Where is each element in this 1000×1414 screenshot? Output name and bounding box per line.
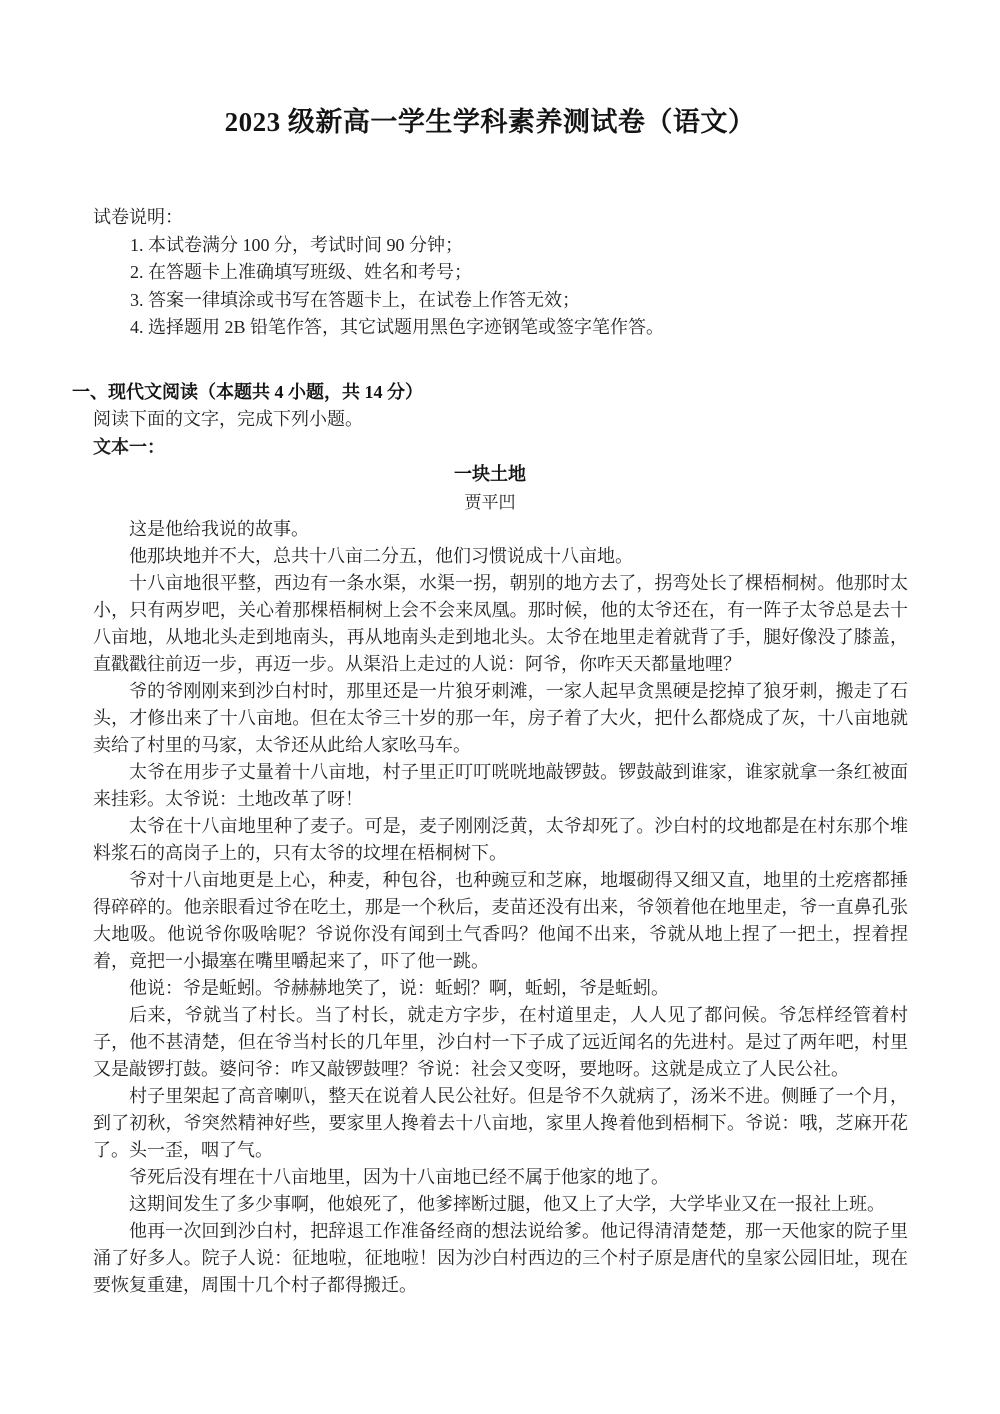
page-title: 2023 级新高一学生学科素养测试卷（语文） xyxy=(224,107,756,137)
instructions-heading: 试卷说明： xyxy=(93,207,183,227)
section-modern-reading xyxy=(72,379,908,1299)
passage-paragraph: 他再一次回到沙白村，把辞退工作准备经商的想法说给爹。他记得清清楚楚，那一天他家的院子里涌了好多人。院子人说：征地啦，征地啦！因为沙白村西边的三个村子原是唐代的皇家公园旧址，现在要恢复重建，周围十几个村子都得搬迁。 xyxy=(93,1220,908,1295)
instruction-item-1: 1. 本试卷满分 100 分，考试时间 90 分钟； xyxy=(130,234,463,255)
passage-paragraph: 后来，爷就当了村长。当了村长，就走方字步，在村道里走，人人见了都问候。爷怎样经管着村子，他不甚清楚，但在爷当村长的几年里，沙白村一下子成了远近闻名的先进村。是过了两年吧，村里又是敲锣打鼓。婆问爷：咋又敲锣鼓哩？爷说：社会又变呀，要地呀。这就是成立了人民公社。 xyxy=(93,1004,908,1079)
passage-paragraph: 他说：爷是蚯蚓。爷赫赫地笑了，说：蚯蚓？啊，蚯蚓，爷是蚯蚓。 xyxy=(129,977,669,998)
instruction-item-2: 2. 在答题卡上准确填写班级、姓名和考号； xyxy=(130,262,472,282)
passage-author: 贾平凹 xyxy=(464,492,516,512)
passage-title: 一块土地 xyxy=(454,464,526,484)
passage-paragraph: 村子里架起了高音喇叭，整天在说着人民公社好。但是爷不久就病了，汤米不进。侧睡了一个月，到了初秋，爷突然精神好些，要家里人搀着去十八亩地，家里人搀着他到梧桐下。爷说：哦，芝麻开花了。头一歪，咽了气。 xyxy=(93,1085,908,1160)
passage-paragraph: 太爷在用步子丈量着十八亩地，村子里正叮叮咣咣地敲锣鼓。锣鼓敲到谁家，谁家就拿一条红被面来挂彩。太爷说：土地改革了呀！ xyxy=(93,761,908,809)
exam-instructions xyxy=(72,204,908,342)
passage-paragraph: 爷死后没有埋在十八亩地里，因为十八亩地已经不属于他家的地了。 xyxy=(129,1166,669,1187)
section-heading: 一、现代文阅读（本题共 4 小题，共 14 分） xyxy=(72,381,423,402)
instruction-item-3: 3. 答案一律填涂或书写在答题卡上，在试卷上作答无效； xyxy=(130,289,580,310)
passage-paragraph: 十八亩地很平整，西边有一条水渠，水渠一拐，朝别的地方去了，拐弯处长了棵梧桐树。他那时太小，只有两岁吧，关心着那棵梧桐树上会不会来凤凰。那时候，他的太爷还在，有一阵子太爷总是去十八亩地，从地北头走到地南头，再从地南头走到地北头。太爷在地里走着就背了手，腿好像没了膝盖，直戳戳往前迈一步，再迈一步。从渠沿上走过的人说：阿爷，你咋天天都量地哩？ xyxy=(93,572,908,674)
passage-paragraph: 这期间发生了多少事啊，他娘死了，他爹摔断过腿，他又上了大学，大学毕业又在一报社上班。 xyxy=(129,1193,885,1214)
passage-paragraph: 爷对十八亩地更是上心，种麦，种包谷，也种豌豆和芝麻，地堰砌得又细又直，地里的土疙瘩都捶得碎碎的。他亲眼看过爷在吃土，那是一个秋后，麦苗还没有出来，爷领着他在地里走，爷一直鼻孔张大地吸。他说爷你吸啥呢？爷说你没有闻到土气香吗？他闻不出来，爷就从地上捏了一把土，捏着捏着，竟把一小撮塞在嘴里嚼起来了，吓了他一跳。 xyxy=(93,869,908,971)
passage-paragraph: 太爷在十八亩地里种了麦子。可是，麦子刚刚泛黄，太爷却死了。沙白村的坟地都是在村东那个堆料浆石的高岗子上的，只有太爷的坟埋在梧桐树下。 xyxy=(93,815,908,863)
text-one-label: 文本一： xyxy=(93,436,165,457)
passage-paragraph: 爷的爷刚刚来到沙白村时，那里还是一片狼牙刺滩，一家人起早贪黑硬是挖掉了狼牙刺，搬走了石头，才修出来了十八亩地。但在太爷三十岁的那一年，房子着了大火，把什么都烧成了灰，十八亩地就卖给了村里的马家，太爷还从此给人家吆马车。 xyxy=(93,680,908,755)
section-intro: 阅读下面的文字，完成下列小题。 xyxy=(93,409,363,429)
passage-paragraph: 这是他给我说的故事。 xyxy=(129,518,309,539)
passage-paragraph: 他那块地并不大，总共十八亩二分五，他们习惯说成十八亩地。 xyxy=(129,545,633,566)
instruction-item-4: 4. 选择题用 2B 铅笔作答，其它试题用黑色字迹钢笔或签字笔作答。 xyxy=(130,317,665,337)
passage-body xyxy=(93,516,908,1299)
